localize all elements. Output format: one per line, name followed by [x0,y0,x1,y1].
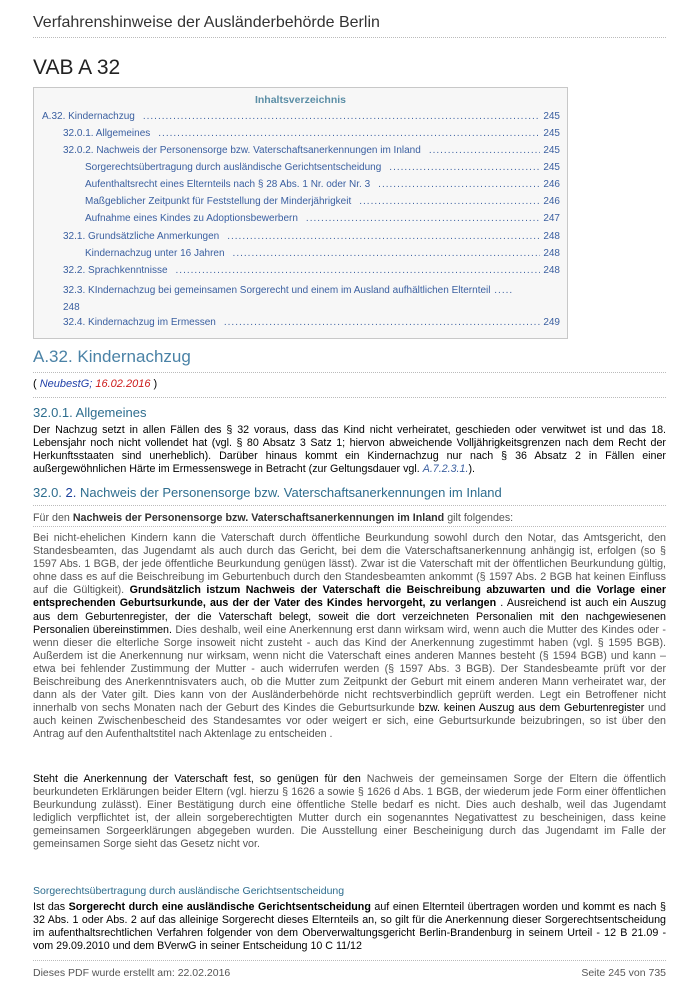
subsection-heading-allgemeines: 32.0.1. Allgemeines [33,405,147,420]
toc-item[interactable]: Aufnahme eines Kindes zu Adoptionsbewerbern ..... 247 [85,213,560,224]
toc-item[interactable]: 32.0.1. Allgemeines ..... 245 [63,128,560,139]
paragraph-sorgerecht: Ist das Sorgerecht durch eine ausländische Gerichtsentscheidung auf einen Elternteil übertragen worden und kommt es nach § 32 Abs. 1 oder Abs. 2 auf das alleinige Sorgerecht dieses Elternteils an, so gilt für die Anerkennung dieser Sorgerechtsentscheidung im aufenthaltsrechtlichen Verfahren folgender von dem Oberverwaltungsgericht Berlin-Brandenburg in seinem Urteil - 12 B 21.09 - vom 29.09.2010 und dem BVerwG in seiner Entscheidung 10 C 11/12 [33,901,666,953]
change-date: 16.02.2016 [92,378,151,390]
header-title: Verfahrenshinweise der Ausländerbehörde Berlin [33,14,380,31]
divider [33,505,666,506]
toc-item[interactable]: 32.3. KIndernachzug bei gemeinsamen Sorgerecht und einem im Ausland aufhältlichen Elternteil ..... 248 [63,285,514,313]
toc-heading: Inhaltsverzeichnis [254,94,347,106]
divider [33,526,666,527]
subsection-heading-nachweis: 32.0. 2. Nachweis der Personensorge bzw. Vaterschaftsanerkennungen im Inland [33,485,502,500]
paragraph-intro: Für den Nachweis der Personensorge bzw. Vaterschaftsanerkennungen im Inland gilt folgendes: [33,512,514,524]
footer-page-number: Seite 245 von 735 [581,967,666,979]
change-tag[interactable]: NeubestG; [39,378,93,390]
cross-reference-link[interactable]: A.7.2.3.1. [422,463,469,476]
table-of-contents [33,87,568,339]
toc-item[interactable]: Sorgerechtsübertragung durch ausländische Gerichtsentscheidung ..... 245 [85,162,560,173]
toc-item[interactable]: Kindernachzug unter 16 Jahren ..... 248 [85,248,560,259]
change-log: ( NeubestG; 16.02.2016 ) [33,378,158,390]
document-title: VAB A 32 [33,56,121,79]
toc-item[interactable]: 32.2. Sprachkenntnisse ..... 248 [63,265,560,276]
paragraph-gemeinsame-sorge: Steht die Anerkennung der Vaterschaft fest, so genügen für den Nachweis der gemeinsamen Sorge der Eltern die öffentlich beurkundeten Erklärungen beider Eltern (vgl. hierzu § 1626 a sowie § 1626 d Abs. 1 BGB, der wiederum jede Form einer öffentlichen Beurkundung zulässt). Einer Bestätigung durch eine öffentliche Stelle bedarf es nicht. Dies auch deshalb, weil das Jugendamt lediglich verpflichtet ist, der allein sorgeberechtigten Mutter durch ein sogenanntes Negativattest zu bescheinigen, dass keine gemeinsamen Sorgeerklärungen abgegeben wurden. Die Ausstellung einer Bescheinigung durch das Jugendamt im Falle der gemeinsamen Sorge sieht das Gesetz nicht vor. [33,773,666,851]
section-divider [33,372,666,373]
divider [33,397,666,398]
paragraph-vaterschaft: Bei nicht-ehelichen Kindern kann die Vaterschaft durch öffentliche Beurkundung sowohl durch den Notar, das Amtsgericht, den Standesbeamten, das Jugendamt als auch durch das Gericht, bei dem die Vaterschaftsanerkennung anhängig ist, erfolgen (so § 1597 Abs. 1 BGB, der jede öffentliche Beurkundung genügen lässt). Zwar ist die Vaterschaft mit der öffentlichen Beurkundung gültig, ohne dass es auf die Beischreibung im Geburtenbuch durch den Standesbeamten ankommt (§ 1597 Abs. 2 BGB hat keinen Einfluss auf die Gültigkeit). Grundsätzlich istzum Nachweis der Vaterschaft die Beischreibung abzuwarten und die Vorlage einer entsprechenden Geburtsurkunde, aus der der Vater des Kindes hervorgeht, zu verlangen . Ausreichend ist auch ein Auszug aus dem Geburtenregister, der die Vaterschaft belegt, soweit die dort verzeichneten Personalien mit den nachgewiesenen Personalien übereinstimmen. Dies deshalb, weil eine Anerkennung erst dann wirksam wird, wenn auch die Mutter des Kindes oder - wenn dieser die elterliche Sorge insoweit nicht zusteht - auch das Kind der Anerkennung zugestimmt haben (vgl. § 1595 BGB). Außerdem ist die Anerkennung nur wirksam, wenn nicht die Vaterschaft eines anderen Mannes besteht (§ 1594 BGB) und kann – etwa bei fehlender Zustimmung der Mutter - auch widerrufen werden (§ 1597 Abs. 3 BGB). Der Standesbeamte prüft vor der Beischreibung des Anerkenntnisvaters auch, ob die Mutter zum Zeitpunkt der Geburt mit einem anderen Mann verheiratet war, der dann als der Vater gilt. Dies kann von der Ausländerbehörde nicht rechtsverbindlich geprüft werden. Legt ein Betroffener nicht innerhalb von sechs Monaten nach der Geburt des Kindes die Geburtsurkunde bzw. keinen Auszug aus dem Geburtenregister und auch keinen Zwischenbescheid des Standesamtes vor oder weigert er sich, eine Geburtsurkunde beizubringen, so ist über den Antrag auf den Aufenthaltstitel nach Aktenlage zu entscheiden . [33,532,667,741]
toc-item[interactable]: Aufenthaltsrecht eines Elternteils nach § 28 Abs. 1 Nr. oder Nr. 3 ..... 246 [85,179,560,190]
subsection-heading-sorgerecht: Sorgerechtsübertragung durch ausländische Gerichtsentscheidung [33,885,345,897]
toc-item[interactable]: A.32. Kindernachzug ..... 245 [42,111,560,122]
header-divider [33,37,666,38]
section-heading: A.32. Kindernachzug [33,347,191,366]
footer-created-date: Dieses PDF wurde erstellt am: 22.02.2016 [33,967,231,979]
toc-item[interactable]: 32.0.2. Nachweis der Personensorge bzw. Vaterschaftsanerkennungen im Inland ..... 245 [63,145,560,156]
toc-item[interactable]: 32.4. Kindernachzug im Ermessen ..... 249 [63,317,560,328]
toc-item[interactable]: 32.1. Grundsätzliche Anmerkungen ..... 248 [63,231,560,242]
toc-item[interactable]: Maßgeblicher Zeitpunkt für Feststellung der Minderjährigkeit ..... 246 [85,196,560,207]
paragraph-allgemeines: Der Nachzug setzt in allen Fällen des § 32 voraus, dass das Kind nicht verheiratet, geschieden oder verwitwet ist und das 18. Lebensjahr noch nicht vollendet hat (vgl. § 80 Absatz 3 Satz 1; hiervon abweichende Volljährigkeitsgrenzen nach dem Recht der Herkunftsstaaten sind unerheblich). Darüber hinaus kommt ein Kindernachzug nur nach § 36 Absatz 2 in Fällen einer außergewöhnlichen Härte im Ermessenswege in Betracht (zur Geltungsdauer vgl. A.7.2.3.1.). [33,424,666,476]
footer-divider [33,960,666,961]
